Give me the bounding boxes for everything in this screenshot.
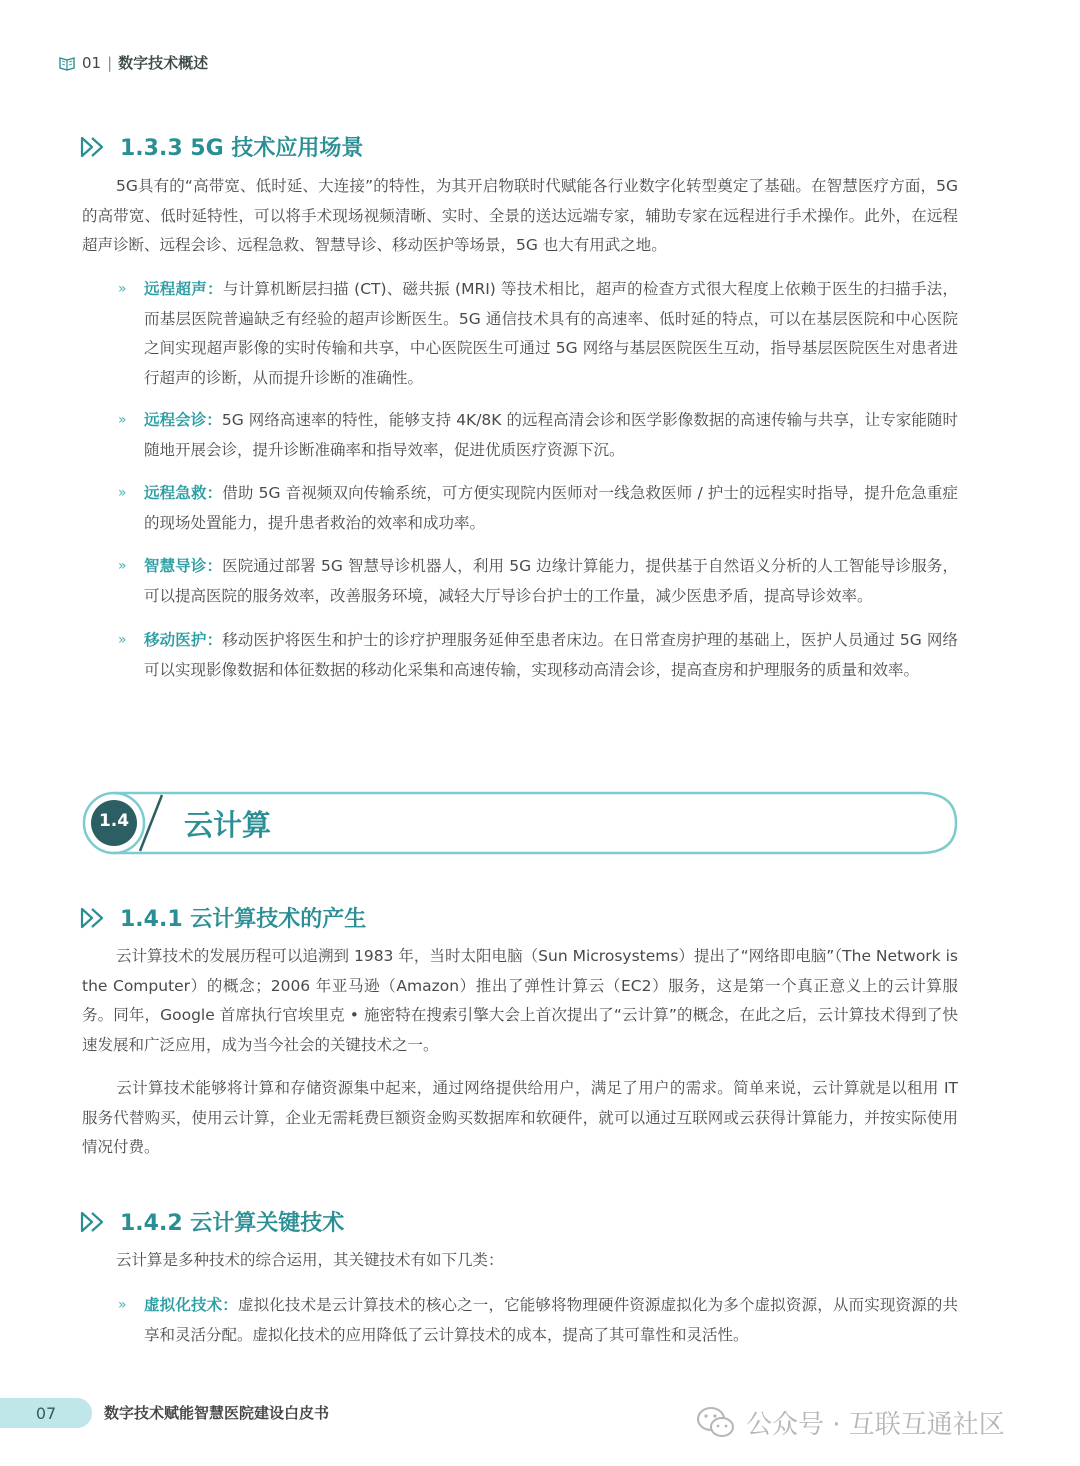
paragraph-key-tech-intro — [82, 1246, 958, 1276]
wechat-icon — [696, 1406, 736, 1440]
watermark — [696, 1404, 1005, 1441]
list-text: 借助 5G 音视频双向传输系统，可方便实现院内医师对一线急救医师 / 护士的远程实时指导，提升危急重症的现场处置能力，提升患者救治的效率和成功率。 — [144, 484, 958, 532]
section-number: 1.4 — [98, 811, 130, 831]
list-text: 5G 网络高速率的特性，能够支持 4K/8K 的远程高清会诊和医学影像数据的高速传输与共享，让专家能随时随地开展会诊，提升诊断准确率和指导效率，促进优质医疗资源下沉。 — [144, 411, 958, 459]
section-title: 云计算 — [184, 808, 272, 842]
list-term: 远程会诊： — [144, 411, 222, 429]
bullet-icon: » — [118, 632, 127, 648]
chapter-number: 01 — [82, 53, 102, 72]
book-icon — [58, 55, 76, 71]
paragraph-cloud-history — [82, 942, 958, 1060]
footer-title: 数字技术赋能智慧医院建设白皮书 — [104, 1404, 330, 1422]
section-heading-text: 1.3.3 5G 技术应用场景 — [120, 136, 364, 161]
bullet-icon: » — [118, 485, 127, 501]
paragraph-5g-intro — [82, 172, 958, 261]
watermark-text: 公众号 · 互联互通社区 — [746, 1410, 1005, 1440]
section-banner-1-4 — [82, 791, 958, 855]
section-heading-text: 1.4.2 云计算关键技术 — [120, 1211, 345, 1236]
list-text: 虚拟化技术是云计算技术的核心之一，它能够将物理硬件资源虚拟化为多个虚拟资源，从而实现资源的共享和灵活分配。虚拟化技术的应用降低了云计算技术的成本，提高了其可靠性和灵活性。 — [144, 1296, 958, 1344]
double-chevron-icon — [80, 907, 106, 929]
paragraph-text: 云计算技术能够将计算和存储资源集中起来，通过网络提供给用户，满足了用户的需求。简单来说，云计算就是以租用 IT 服务代替购买，使用云计算，企业无需耗费巨额资金购买数据库和软硬件，就可以通过互联网或云获得计算能力，并按实际使用情况付费。 — [82, 1079, 958, 1156]
list-text: 与计算机断层扫描 (CT)、磁共振 (MRI) 等技术相比，超声的检查方式很大程度上依赖于医生的扫描手法，而基层医院普遍缺乏有经验的超声诊断医生。5G 通信技术具有的高速率、低时延的特点，可以在基层医院和中心医院之间实现超声影像的实时传输和共享，中心医院医生可通过 5G 网络与基层医院医生互动，指导基层医院医生对患者进行超声的诊断，从而提升诊断的准确性。 — [144, 280, 958, 387]
list-term: 智慧导诊： — [144, 557, 223, 575]
list-term: 远程急救： — [144, 484, 223, 502]
list-item-smart-guidance — [118, 552, 958, 611]
list-item-remote-ultrasound — [118, 275, 958, 393]
list-term: 虚拟化技术： — [144, 1296, 238, 1314]
list-item-remote-emergency — [118, 479, 958, 538]
bullet-icon: » — [118, 281, 127, 297]
list-item-mobile-care — [118, 626, 958, 685]
list-term: 远程超声： — [144, 280, 223, 298]
running-header — [58, 52, 208, 73]
header-separator: | — [107, 53, 113, 72]
paragraph-text: 云计算是多种技术的综合运用，其关键技术有如下几类： — [116, 1251, 504, 1269]
paragraph-text: 云计算技术的发展历程可以追溯到 1983 年，当时太阳电脑（Sun Microsystems）提出了“网络即电脑”（The Network is the Computer）的概念；2006 年亚马逊（Amazon）推出了弹性计算云（EC2）服务，这是第一个真正意义上的云计算服务。同年，Google 首席执行官埃里克 • 施密特在搜索引擎大会上首次提出了“云计算”的概念，在此之后，云计算技术得到了快速发展和广泛应用，成为当今社会的关键技术之一。 — [82, 947, 958, 1054]
page-number: 07 — [0, 1398, 92, 1428]
section-heading-1-4-2 — [80, 1206, 344, 1237]
bullet-icon: » — [118, 1297, 127, 1313]
double-chevron-icon — [80, 1211, 106, 1233]
bullet-icon: » — [118, 412, 127, 428]
paragraph-text: 5G具有的“高带宽、低时延、大连接”的特性，为其开启物联时代赋能各行业数字化转型奠定了基础。在智慧医疗方面，5G 的高带宽、低时延特性，可以将手术现场视频清晰、实时、全景的送达远端专家，辅助专家在远程进行手术操作。此外，在远程超声诊断、远程会诊、远程急救、智慧导诊、移动医护等场景，5G 也大有用武之地。 — [82, 177, 958, 254]
double-chevron-icon — [80, 136, 106, 158]
section-heading-1-4-1 — [80, 902, 366, 933]
paragraph-cloud-definition — [82, 1074, 958, 1163]
list-term: 移动医护： — [144, 631, 223, 649]
list-text: 移动医护将医生和护士的诊疗护理服务延伸至患者床边。在日常查房护理的基础上，医护人员通过 5G 网络可以实现影像数据和体征数据的移动化采集和高速传输，实现移动高清会诊，提高查房和护理服务的质量和效率。 — [144, 631, 958, 679]
section-heading-1-3-3 — [80, 131, 363, 162]
list-text: 医院通过部署 5G 智慧导诊机器人，利用 5G 边缘计算能力，提供基于自然语义分析的人工智能导诊服务，可以提高医院的服务效率，改善服务环境，减轻大厅导诊台护士的工作量，减少医患矛盾，提高导诊效率。 — [144, 557, 958, 605]
list-item-virtualization — [118, 1291, 958, 1350]
section-heading-text: 1.4.1 云计算技术的产生 — [120, 907, 367, 932]
bullet-icon: » — [118, 558, 127, 574]
list-item-remote-consultation — [118, 406, 958, 465]
chapter-title: 数字技术概述 — [118, 54, 209, 72]
